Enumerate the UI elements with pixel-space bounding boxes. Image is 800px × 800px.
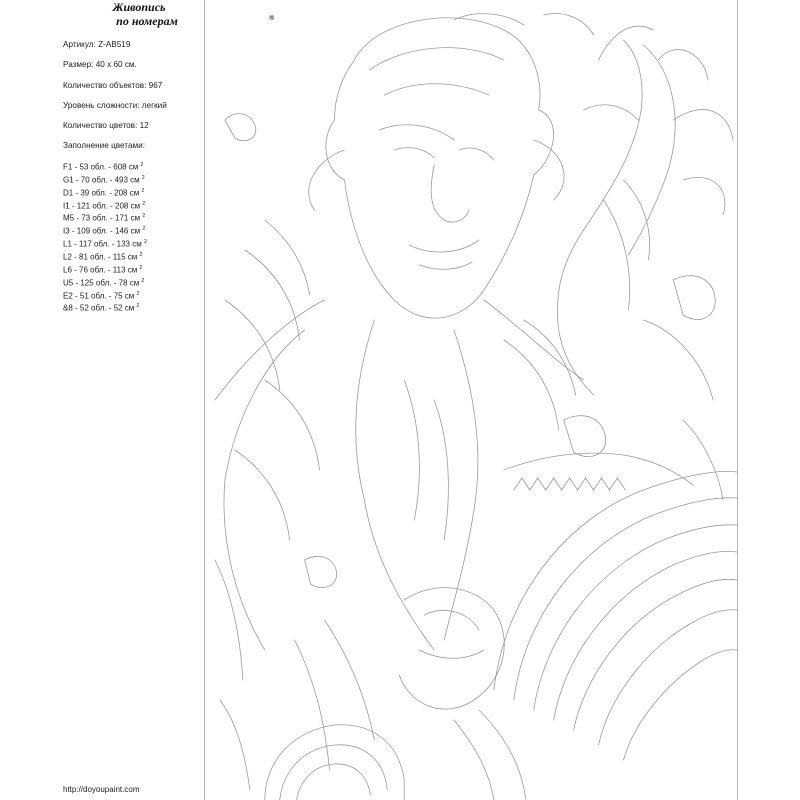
line-art-canvas [204, 0, 738, 800]
color-fill-item: G1 - 70 обл. - 493 см $^2$ [63, 174, 145, 185]
color-fill-item: D1 - 39 обл. - 208 см $^2$ [63, 187, 145, 198]
color-fill-item: I3 - 109 обл. - 146 см $^2$ [63, 226, 146, 236]
color-fill-item: &8 - 52 обл. - 52 см $^2$ [63, 303, 140, 314]
brand-logo [96, 0, 275, 28]
difficulty-label: Уровень сложности: легкий [63, 101, 167, 110]
size-label: Размер: 40 х 60 см. [63, 60, 137, 69]
color-fill-item: E2 - 51 обл. - 75 см $^2$ [63, 290, 140, 301]
fill-title: Заполнение цветами: [63, 141, 145, 150]
registered-mark: ® [269, 14, 275, 22]
color-fill-list [63, 160, 147, 314]
line-art-drawing [205, 0, 737, 800]
color-fill-item: L2 - 81 обл. - 115 см $^2$ [63, 252, 143, 262]
objects-count-label: Количество объектов: 967 [63, 81, 163, 90]
color-fill-item: I1 - 121 обл. - 208 см $^2$ [63, 200, 146, 211]
color-fill-item: F1 - 53 обл. - 608 см $^2$ [63, 162, 144, 172]
color-fill-item: L6 - 76 обл. - 113 см $^2$ [63, 264, 143, 275]
color-fill-item: M5 - 73 обл. - 171 см $^2$ [63, 213, 146, 224]
brand-line-2: по номерам [116, 14, 178, 28]
brand-line-1: Живопись [112, 0, 166, 14]
website-url: http://doyoupaint.com [63, 785, 140, 794]
color-fill-item: L1 - 117 обл. - 133 см $^2$ [63, 239, 147, 249]
colors-count-label: Количество цветов: 12 [63, 121, 149, 130]
article-label: Артикул: Z-AB519 [63, 40, 131, 49]
color-fill-item: U5 - 125 обл. - 78 см $^2$ [63, 277, 145, 288]
